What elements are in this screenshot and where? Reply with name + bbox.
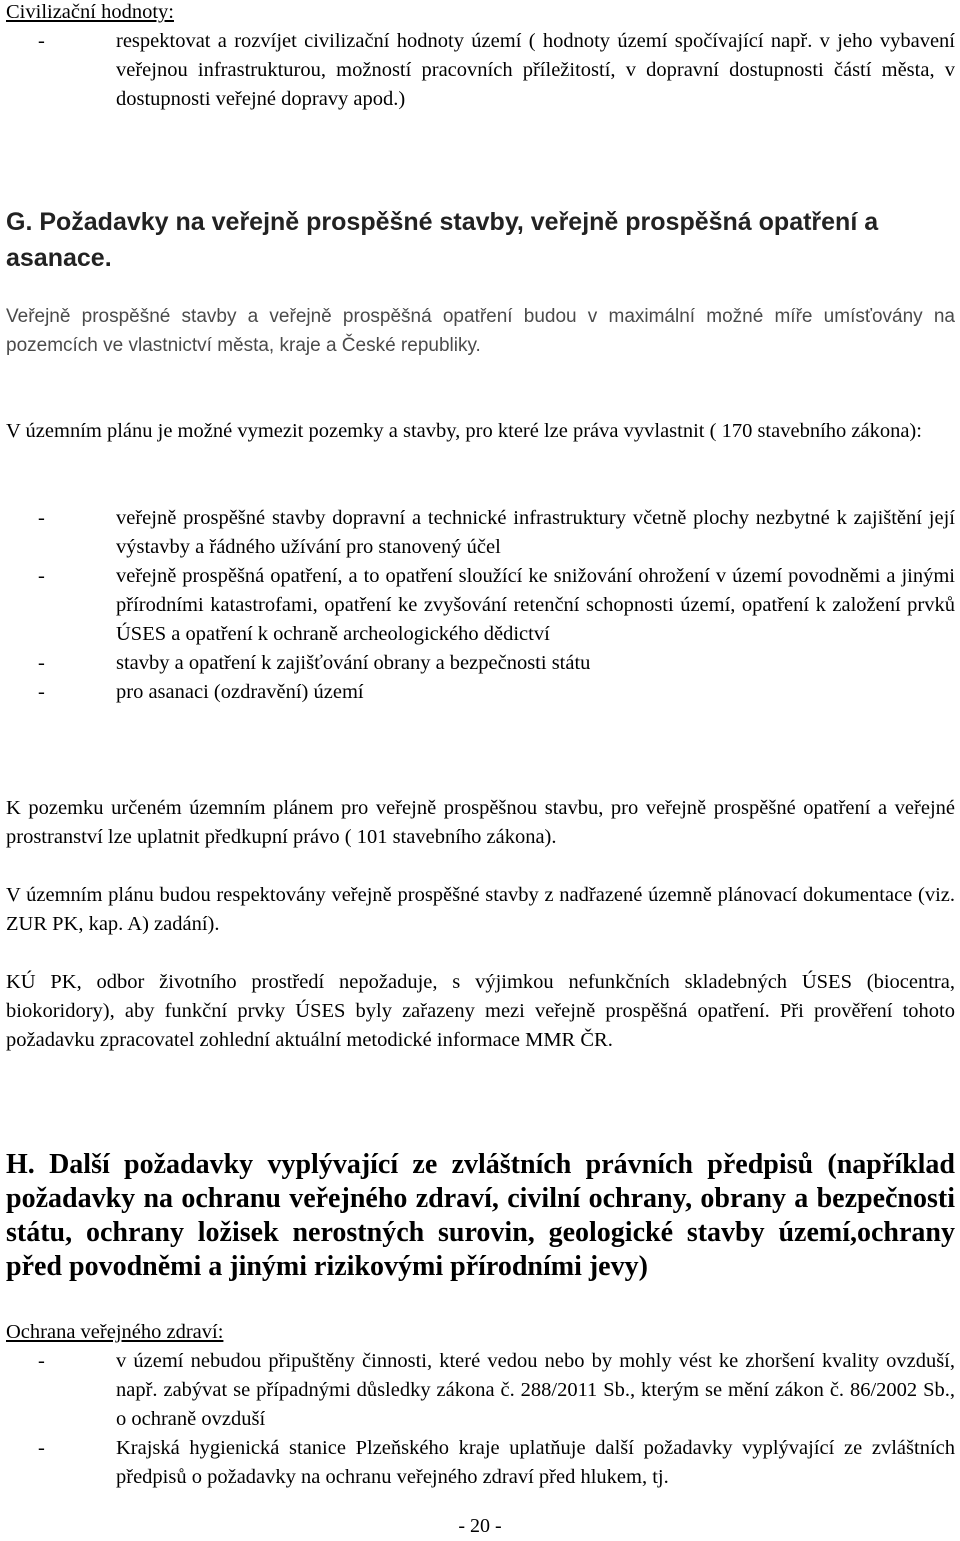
- list-dash: -: [38, 1437, 45, 1459]
- list-item: [6, 678, 955, 707]
- list-item-text: v území nebudou připuštěny činnosti, které vedou nebo by mohly vést ke zhoršení kvality ovzduší, např. zabývat se případnými důsledky zákona č. 288/2011 Sb., kterým se mění zákon č. 86/2002 Sb., o ochraně ovzduší: [116, 1350, 955, 1430]
- list-dash: -: [38, 565, 45, 587]
- section-g-intro: Veřejně prospěšné stavby a veřejně prospěšná opatření budou v maximální možné míře umísťovány na pozemcích ve vlastnictví města, kraje a České republiky.: [6, 306, 955, 356]
- list-item: [6, 1347, 955, 1434]
- civil-values-section: [6, 0, 955, 114]
- list-dash: -: [38, 30, 45, 52]
- civil-values-heading: Civilizační hodnoty:: [6, 1, 174, 23]
- section-g-paragraph-kupk: KÚ PK, odbor životního prostředí nepožaduje, s výjimkou nefunkčních skladebných ÚSES (biocentra, biokoridory), aby funkční prvky ÚSES byly zařazeny mezi veřejně prospěšná opatření. Při prověření tohoto požadavku zpracovatel zohlední aktuální metodické informace MMR ČR.: [6, 971, 955, 1051]
- list-item: [6, 27, 955, 114]
- list-item: [6, 1434, 955, 1492]
- list-item-text: veřejně prospěšná opatření, a to opatření sloužící ke snižování ohrožení v území povodněmi a jinými přírodními katastrofami, opatření ke zvyšování retenční schopnosti území, opatření k založení prvků ÚSES a opatření k ochraně archeologického dědictví: [116, 565, 955, 645]
- list-item-text: veřejně prospěšné stavby dopravní a technické infrastruktury včetně plochy nezbytné k zajištění její výstavby a řádného užívání pro stanovený účel: [116, 507, 955, 558]
- list-dash: -: [38, 652, 45, 674]
- section-g-paragraph-preemption: K pozemku určeném územním plánem pro veřejně prospěšnou stavbu, pro veřejně prospěšné opatření a veřejné prostranství lze uplatnit předkupní právo ( 101 stavebního zákona).: [6, 797, 955, 848]
- page-number: - 20 -: [458, 1515, 502, 1537]
- section-g-title: G. Požadavky na veřejně prospěšné stavby, veřejně prospěšná opatření a asanace.: [6, 208, 879, 272]
- list-item-text: stavby a opatření k zajišťování obrany a bezpečnosti státu: [116, 652, 591, 674]
- list-item: [6, 504, 955, 562]
- list-item-text: pro asanaci (ozdravění) území: [116, 681, 364, 703]
- list-item: [6, 649, 955, 678]
- list-item-text: Krajská hygienická stanice Plzeňského kraje uplatňuje další požadavky vyplývající ze zvláštních předpisů o požadavky na ochranu veřejného zdraví před hlukem, tj.: [116, 1437, 955, 1488]
- section-g-list: [6, 504, 955, 707]
- list-dash: -: [38, 1350, 45, 1372]
- list-dash: -: [38, 507, 45, 529]
- list-item: [6, 562, 955, 649]
- section-g-paragraph-expropriation: V územním plánu je možné vymezit pozemky a stavby, pro které lze práva vyvlastnit ( 170 stavebního zákona):: [6, 420, 922, 442]
- section-h-list: [6, 1347, 955, 1492]
- public-health-heading: Ochrana veřejného zdraví:: [6, 1321, 224, 1343]
- section-g-paragraph-superior-plan: V územním plánu budou respektovány veřejně prospěšné stavby z nadřazené územně plánovací dokumentace (viz. ZUR PK, kap. A) zadání).: [6, 884, 955, 935]
- civil-values-list: [6, 27, 955, 114]
- list-dash: -: [38, 681, 45, 703]
- list-item-text: respektovat a rozvíjet civilizační hodnoty území ( hodnoty území spočívající např. v jeho vybavení veřejnou infrastrukturou, možností pracovních příležitostí, v dopravní dostupnosti částí města, v dostupnosti veřejné dopravy apod.): [116, 30, 955, 110]
- section-h-title: H. Další požadavky vyplývající ze zvláštních právních předpisů (například požadavky na ochranu veřejného zdraví, civilní ochrany, obrany a bezpečnosti státu, ochrany ložisek nerostných surovin, geologické stavby území,ochrany před povodněmi a jinými rizikovými přírodními jevy): [6, 1149, 955, 1282]
